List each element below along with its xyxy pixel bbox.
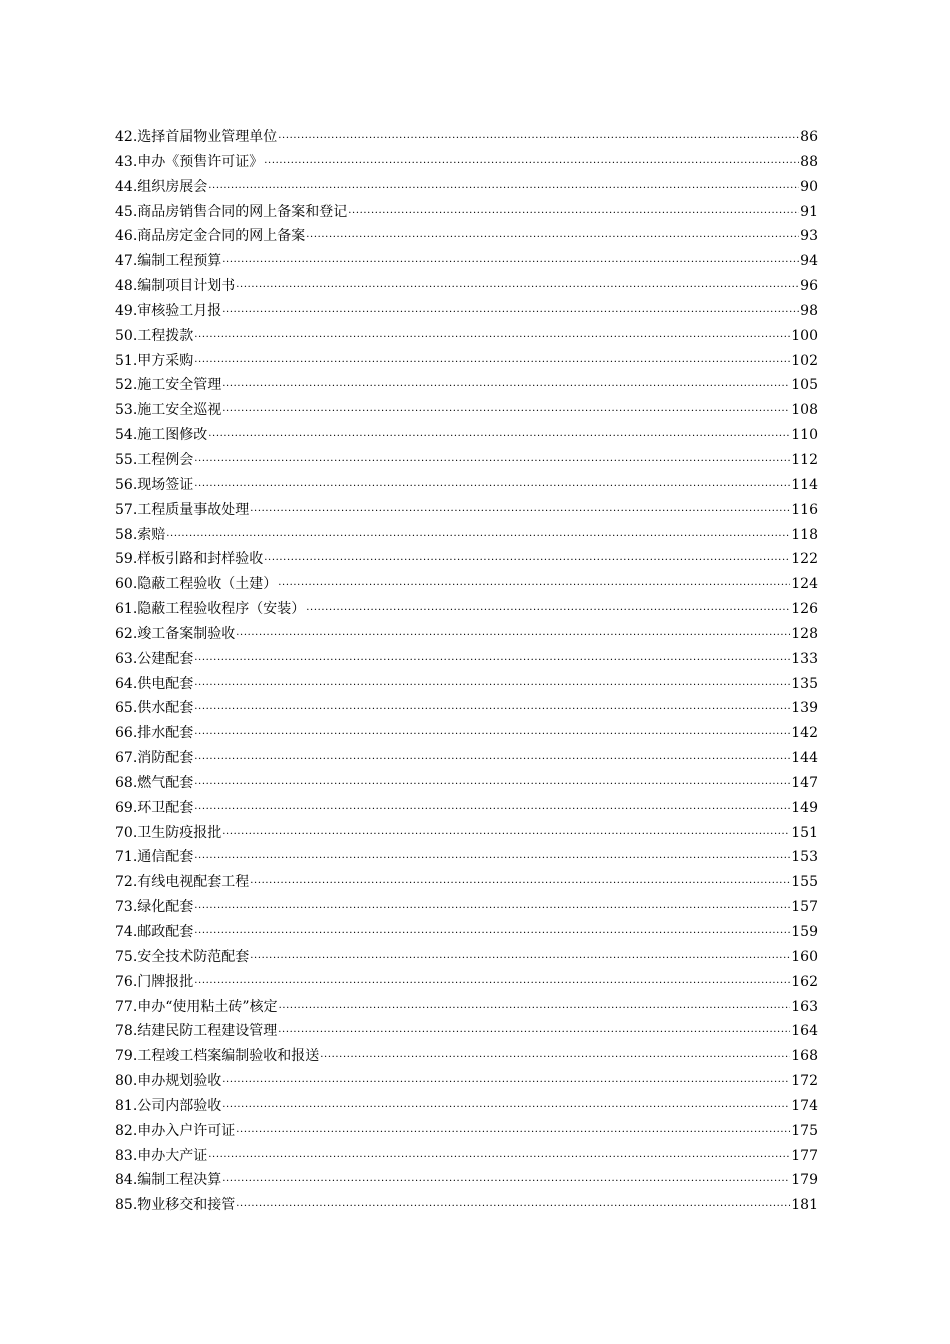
toc-entry-title: 65.供水配套	[115, 700, 194, 717]
toc-dot-leader	[250, 500, 790, 525]
toc-entry-title: 79.工程竣工档案编制验收和报送	[115, 1048, 320, 1065]
toc-entry-title: 77.申办“使用粘土砖”核定	[115, 998, 278, 1015]
toc-dot-leader	[222, 823, 790, 848]
toc-dot-leader	[222, 400, 790, 425]
toc-entry-page-number: 118	[791, 526, 818, 543]
toc-entry-page-number: 164	[791, 1023, 818, 1040]
toc-entry-title: 49.审核验工月报	[115, 302, 222, 319]
toc-entry-page-number: 94	[800, 253, 818, 270]
toc-entry[interactable]	[115, 870, 818, 895]
toc-entry-page-number: 139	[791, 700, 818, 717]
toc-dot-leader	[236, 1121, 790, 1146]
toc-entry-title: 84.编制工程决算	[115, 1172, 222, 1189]
toc-dot-leader	[250, 872, 790, 897]
toc-dot-leader	[306, 226, 799, 251]
toc-entry-title: 58.索赔	[115, 526, 166, 543]
toc-entry-page-number: 163	[791, 998, 818, 1015]
toc-entry[interactable]	[115, 200, 818, 225]
toc-entry[interactable]	[115, 498, 818, 523]
toc-entry-page-number: 160	[791, 948, 818, 965]
toc-dot-leader	[194, 649, 790, 674]
toc-entry-title: 62.竣工备案制验收	[115, 625, 236, 642]
toc-entry[interactable]	[115, 845, 818, 870]
toc-entry-title: 78.结建民防工程建设管理	[115, 1023, 278, 1040]
toc-entry[interactable]	[115, 349, 818, 374]
toc-entry-page-number: 93	[800, 228, 818, 245]
toc-dot-leader	[194, 326, 790, 351]
toc-entry-page-number: 177	[791, 1147, 818, 1164]
toc-entry-title: 71.通信配套	[115, 849, 194, 866]
toc-entry-title: 57.工程质量事故处理	[115, 501, 250, 518]
toc-entry-title: 42.选择首届物业管理单位	[115, 129, 278, 145]
toc-entry-page-number: 88	[800, 153, 818, 170]
toc-entry-title: 60.隐蔽工程验收（土建）	[115, 576, 278, 593]
toc-dot-leader	[264, 152, 799, 177]
toc-dot-leader	[194, 773, 790, 798]
toc-entry-page-number: 102	[791, 352, 818, 369]
toc-entry-title: 76.门牌报批	[115, 973, 194, 990]
toc-entry-page-number: 151	[791, 824, 818, 841]
toc-dot-leader	[194, 674, 790, 699]
toc-dot-leader	[250, 947, 790, 972]
toc-entry-title: 70.卫生防疫报批	[115, 824, 222, 841]
toc-entry-title: 82.申办入户许可证	[115, 1122, 236, 1139]
toc-entry-page-number: 112	[791, 451, 818, 468]
toc-dot-leader	[264, 549, 790, 574]
toc-entry[interactable]	[115, 1069, 818, 1094]
toc-entry-title: 72.有线电视配套工程	[115, 874, 250, 891]
toc-dot-leader	[236, 276, 799, 301]
toc-dot-leader	[194, 450, 790, 475]
toc-entry-title: 83.申办大产证	[115, 1147, 208, 1164]
toc-entry-page-number: 159	[791, 924, 818, 940]
toc-entry-title: 55.工程例会	[115, 451, 194, 468]
toc-entry-page-number: 105	[791, 377, 818, 394]
toc-entry-page-number: 144	[791, 750, 818, 767]
toc-dot-leader	[278, 127, 799, 152]
toc-entry[interactable]	[115, 622, 818, 647]
toc-entry[interactable]	[115, 1119, 818, 1144]
toc-entry[interactable]	[115, 1168, 818, 1193]
toc-dot-leader	[194, 475, 790, 500]
toc-entry-title: 44.组织房展会	[115, 178, 208, 195]
toc-entry-title: 66.排水配套	[115, 725, 194, 742]
toc-dot-leader	[194, 922, 790, 947]
toc-entry-page-number: 142	[791, 725, 818, 742]
table-of-contents	[115, 125, 818, 1218]
toc-entry[interactable]	[115, 796, 818, 821]
toc-entry-title: 73.绿化配套	[115, 899, 194, 916]
toc-entry-page-number: 153	[791, 849, 818, 866]
toc-entry-page-number: 116	[791, 501, 818, 518]
toc-entry-page-number: 114	[791, 476, 818, 493]
toc-entry-title: 80.申办规划验收	[115, 1073, 222, 1090]
toc-dot-leader	[222, 251, 799, 276]
toc-entry[interactable]	[115, 299, 818, 324]
toc-entry[interactable]	[115, 1044, 818, 1069]
toc-entry[interactable]	[115, 821, 818, 846]
toc-entry-title: 69.环卫配套	[115, 799, 194, 816]
toc-dot-leader	[194, 798, 790, 823]
toc-entry-title: 64.供电配套	[115, 675, 194, 692]
toc-entry[interactable]	[115, 696, 818, 721]
toc-dot-leader	[236, 624, 790, 649]
toc-entry-title: 74.邮政配套	[115, 924, 194, 940]
toc-entry[interactable]	[115, 572, 818, 597]
toc-entry-page-number: 172	[791, 1073, 818, 1090]
toc-entry-title: 56.现场签证	[115, 476, 194, 493]
toc-entry-page-number: 179	[791, 1172, 818, 1189]
toc-entry[interactable]	[115, 1094, 818, 1119]
toc-entry-title: 52.施工安全管理	[115, 377, 222, 394]
toc-entry-title: 51.甲方采购	[115, 352, 194, 369]
toc-dot-leader	[194, 723, 790, 748]
toc-entry[interactable]	[115, 970, 818, 995]
toc-entry[interactable]	[115, 771, 818, 796]
toc-entry-title: 43.申办《预售许可证》	[115, 153, 264, 170]
toc-entry-title: 50.工程拨款	[115, 327, 194, 344]
toc-entry-page-number: 86	[800, 129, 818, 145]
toc-entry[interactable]	[115, 249, 818, 274]
toc-entry[interactable]	[115, 895, 818, 920]
toc-entry-title: 67.消防配套	[115, 750, 194, 767]
toc-entry[interactable]	[115, 150, 818, 175]
toc-dot-leader	[222, 375, 790, 400]
toc-dot-leader	[236, 1195, 790, 1220]
toc-entry-page-number: 135	[791, 675, 818, 692]
toc-entry[interactable]	[115, 920, 818, 945]
toc-entry[interactable]	[115, 423, 818, 448]
toc-entry-title: 59.样板引路和封样验收	[115, 551, 264, 568]
toc-dot-leader	[348, 202, 799, 227]
toc-entry-title: 61.隐蔽工程验收程序（安装）	[115, 601, 306, 618]
toc-dot-leader	[194, 698, 790, 723]
toc-entry-title: 81.公司内部验收	[115, 1097, 222, 1114]
toc-entry[interactable]	[115, 373, 818, 398]
toc-entry[interactable]	[115, 398, 818, 423]
toc-entry-page-number: 168	[791, 1048, 818, 1065]
toc-entry[interactable]	[115, 1144, 818, 1169]
toc-entry-page-number: 91	[800, 203, 818, 220]
toc-dot-leader	[166, 525, 790, 550]
toc-entry[interactable]	[115, 597, 818, 622]
toc-entry[interactable]	[115, 523, 818, 548]
toc-dot-leader	[222, 301, 799, 326]
toc-entry-page-number: 96	[800, 278, 818, 295]
toc-entry-page-number: 162	[791, 973, 818, 990]
toc-entry-title: 48.编制项目计划书	[115, 278, 236, 295]
toc-entry-page-number: 100	[791, 327, 818, 344]
toc-entry[interactable]	[115, 175, 818, 200]
toc-dot-leader	[194, 972, 790, 997]
toc-entry-page-number: 98	[800, 302, 818, 319]
toc-entry[interactable]	[115, 721, 818, 746]
toc-dot-leader	[194, 748, 790, 773]
toc-entry-title: 54.施工图修改	[115, 427, 208, 444]
toc-entry-page-number: 174	[791, 1097, 818, 1114]
toc-entry-page-number: 126	[791, 601, 818, 618]
toc-dot-leader	[194, 897, 790, 922]
toc-dot-leader	[279, 997, 791, 1022]
toc-entry[interactable]	[115, 1019, 818, 1044]
toc-entry-page-number: 149	[791, 799, 818, 816]
toc-entry-title: 45.商品房销售合同的网上备案和登记	[115, 203, 348, 220]
toc-entry[interactable]	[115, 473, 818, 498]
toc-dot-leader	[208, 177, 799, 202]
toc-entry[interactable]	[115, 224, 818, 249]
toc-dot-leader	[306, 599, 790, 624]
toc-dot-leader	[194, 847, 790, 872]
toc-dot-leader	[278, 1021, 790, 1046]
toc-entry-title: 85.物业移交和接管	[115, 1197, 236, 1214]
toc-dot-leader	[208, 1146, 790, 1171]
toc-entry[interactable]	[115, 1193, 818, 1218]
toc-entry-page-number: 155	[791, 874, 818, 891]
toc-dot-leader	[222, 1071, 790, 1096]
toc-dot-leader	[208, 425, 790, 450]
toc-entry-title: 68.燃气配套	[115, 774, 194, 791]
toc-entry[interactable]	[115, 746, 818, 771]
toc-entry[interactable]	[115, 448, 818, 473]
toc-entry-title: 63.公建配套	[115, 650, 194, 667]
toc-entry-page-number: 175	[791, 1122, 818, 1139]
toc-entry-page-number: 90	[800, 178, 818, 195]
toc-entry-title: 47.编制工程预算	[115, 253, 222, 270]
toc-entry[interactable]	[115, 672, 818, 697]
toc-entry[interactable]	[115, 274, 818, 299]
toc-entry-title: 75.安全技术防范配套	[115, 948, 250, 965]
toc-entry[interactable]	[115, 547, 818, 572]
toc-entry[interactable]	[115, 324, 818, 349]
toc-entry[interactable]	[115, 125, 818, 150]
toc-entry[interactable]	[115, 995, 818, 1020]
toc-entry-title: 53.施工安全巡视	[115, 402, 222, 419]
toc-entry-page-number: 133	[791, 650, 818, 667]
toc-entry-page-number: 122	[791, 551, 818, 568]
toc-dot-leader	[278, 574, 790, 599]
toc-dot-leader	[194, 351, 790, 376]
toc-dot-leader	[222, 1170, 790, 1195]
toc-entry-page-number: 128	[791, 625, 818, 642]
toc-dot-leader	[320, 1046, 790, 1071]
toc-entry-page-number: 124	[791, 576, 818, 593]
toc-entry-page-number: 181	[791, 1197, 818, 1214]
toc-entry-page-number: 110	[791, 427, 818, 444]
toc-entry-page-number: 157	[791, 899, 818, 916]
toc-entry-title: 46.商品房定金合同的网上备案	[115, 228, 306, 245]
toc-entry-page-number: 108	[791, 402, 818, 419]
toc-entry[interactable]	[115, 647, 818, 672]
toc-dot-leader	[222, 1096, 790, 1121]
toc-entry-page-number: 147	[791, 774, 818, 791]
toc-entry[interactable]	[115, 945, 818, 970]
